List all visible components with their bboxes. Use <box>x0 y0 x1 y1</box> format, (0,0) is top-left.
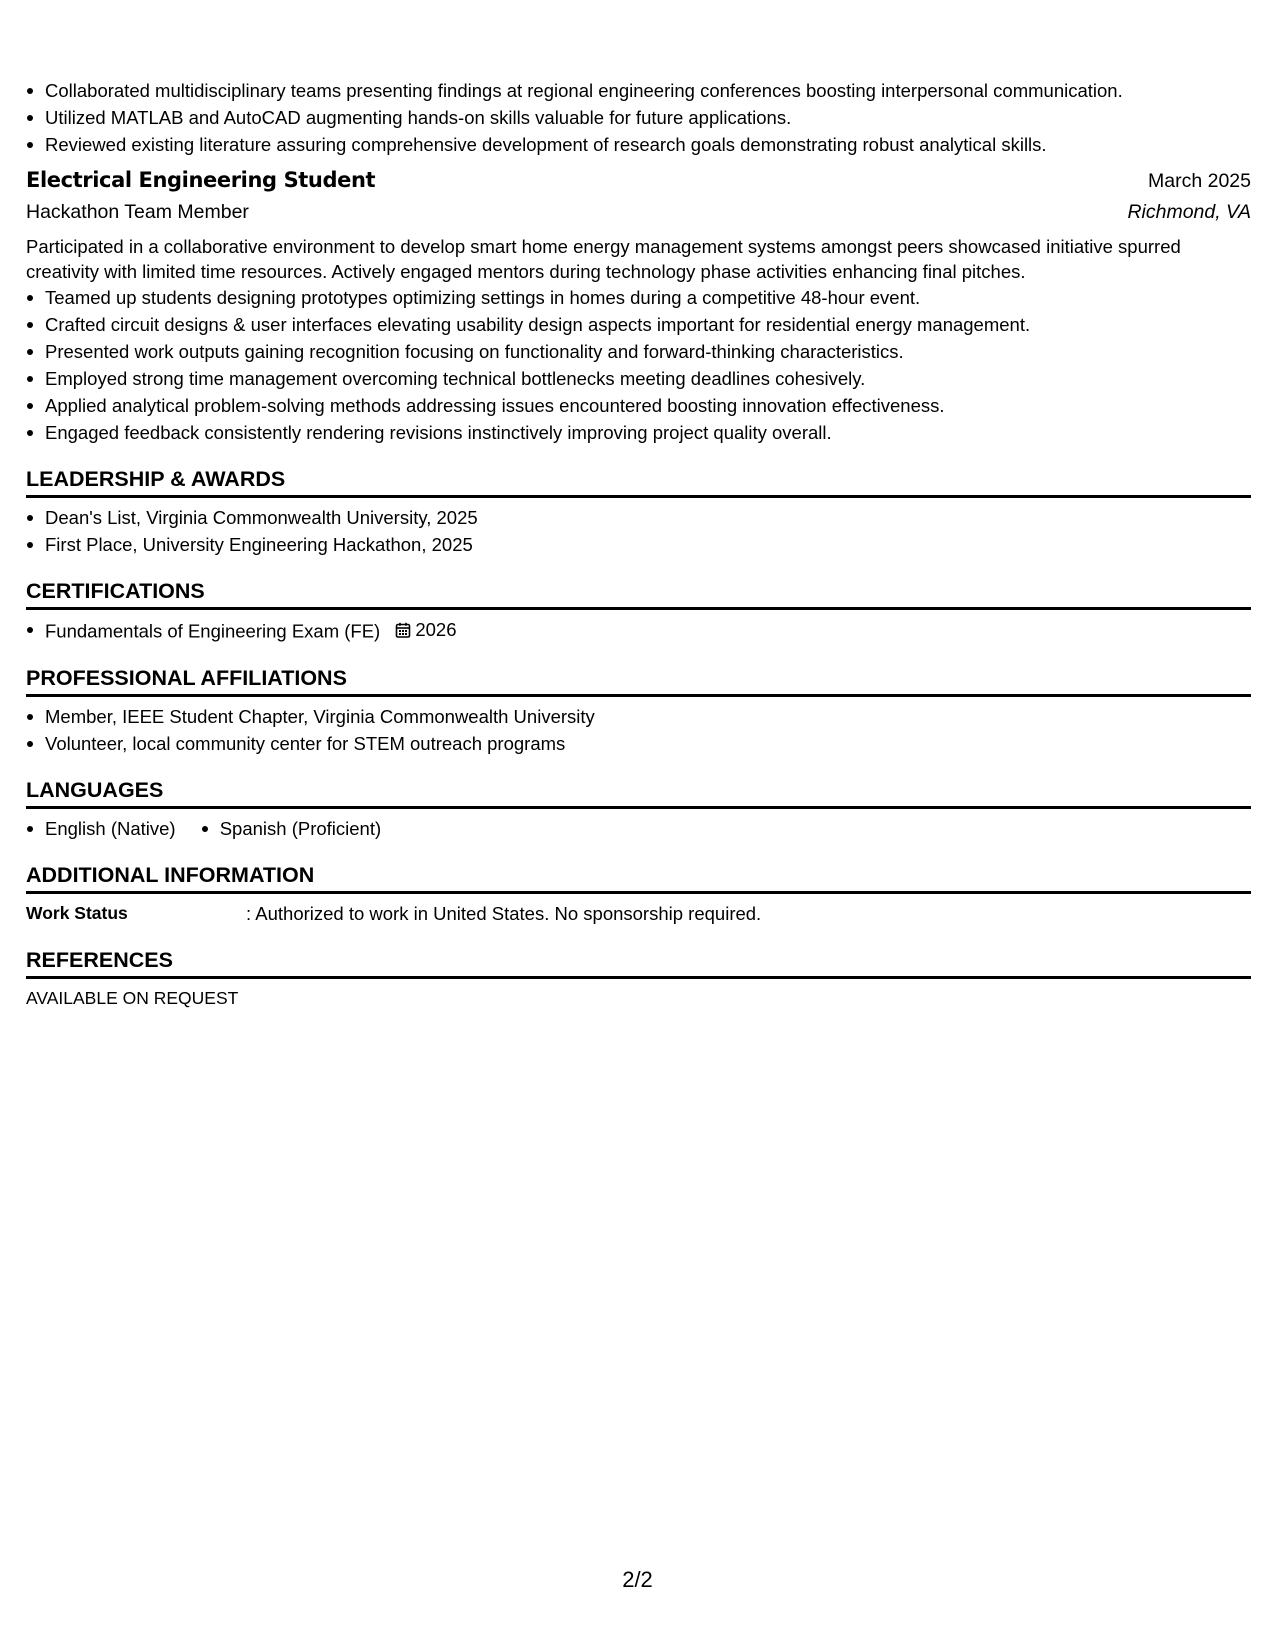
previous-entry-bullets <box>26 77 1251 158</box>
references-text: AVAILABLE ON REQUEST <box>26 987 239 1008</box>
experience-entry <box>26 164 1251 446</box>
additional-section <box>26 860 1251 927</box>
list-item: Teamed up students designing prototypes optimizing settings in homes during a competitive 48-hour event. <box>26 284 1251 311</box>
list-item: Crafted circuit designs & user interfaces elevating usability design aspects important for residential energy management. <box>26 311 1251 338</box>
resume-page <box>26 77 1251 1012</box>
work-status-value: : Authorized to work in United States. No sponsorship required. <box>246 902 762 924</box>
list-item: First Place, University Engineering Hackathon, 2025 <box>26 531 1251 558</box>
work-status-row <box>26 900 1251 927</box>
entry-location: Richmond, VA <box>1127 201 1251 223</box>
entry-header <box>26 164 1251 196</box>
affiliations-list <box>26 703 1251 757</box>
affiliations-section <box>26 663 1251 757</box>
calendar-icon <box>395 622 411 638</box>
languages-section <box>26 775 1251 842</box>
list-item <box>26 616 1251 645</box>
certification-year: 2026 <box>415 619 457 640</box>
entry-date: March 2025 <box>1148 170 1251 192</box>
entry-title: Electrical Engineering Student <box>26 168 376 192</box>
section-heading: REFERENCES <box>26 945 1251 979</box>
certification-name: Fundamentals of Engineering Exam (FE) <box>45 620 381 642</box>
page-number: 2/2 <box>622 1567 653 1592</box>
languages-list <box>26 815 1251 842</box>
certifications-section <box>26 576 1251 645</box>
list-item: English (Native) <box>26 815 176 842</box>
entry-subheader <box>26 196 1251 228</box>
leadership-section <box>26 464 1251 558</box>
certification-date <box>395 616 456 643</box>
leadership-list <box>26 504 1251 558</box>
list-item: Member, IEEE Student Chapter, Virginia Commonwealth University <box>26 703 1251 730</box>
list-item: Employed strong time management overcoming technical bottlenecks meeting deadlines cohesively. <box>26 365 1251 392</box>
section-heading: CERTIFICATIONS <box>26 576 1251 610</box>
entry-bullets <box>26 284 1251 446</box>
list-item: Volunteer, local community center for STEM outreach programs <box>26 730 1251 757</box>
list-item: Applied analytical problem-solving methods addressing issues encountered boosting innovation effectiveness. <box>26 392 1251 419</box>
list-item: Collaborated multidisciplinary teams presenting findings at regional engineering conferences boosting interpersonal communication. <box>26 77 1251 104</box>
entry-description: Participated in a collaborative environment to develop smart home energy management systems amongst peers showcased initiative spurred creativity with limited time resources. Actively engaged mentors during technology phase activities enhancing final pitches. <box>26 236 1181 282</box>
list-item: Engaged feedback consistently rendering revisions instinctively improving project quality overall. <box>26 419 1251 446</box>
entry-role: Hackathon Team Member <box>26 201 249 223</box>
list-item: Utilized MATLAB and AutoCAD augmenting hands-on skills valuable for future applications. <box>26 104 1251 131</box>
section-heading: LEADERSHIP & AWARDS <box>26 464 1251 498</box>
list-item: Presented work outputs gaining recognition focusing on functionality and forward-thinking characteristics. <box>26 338 1251 365</box>
references-section <box>26 945 1251 1012</box>
section-heading: ADDITIONAL INFORMATION <box>26 860 1251 894</box>
work-status-label: Work Status <box>26 902 128 923</box>
list-item: Dean's List, Virginia Commonwealth University, 2025 <box>26 504 1251 531</box>
section-heading: PROFESSIONAL AFFILIATIONS <box>26 663 1251 697</box>
list-item: Reviewed existing literature assuring comprehensive development of research goals demonstrating robust analytical skills. <box>26 131 1251 158</box>
list-item: Spanish (Proficient) <box>201 815 381 842</box>
certifications-list <box>26 616 1251 645</box>
section-heading: LANGUAGES <box>26 775 1251 809</box>
